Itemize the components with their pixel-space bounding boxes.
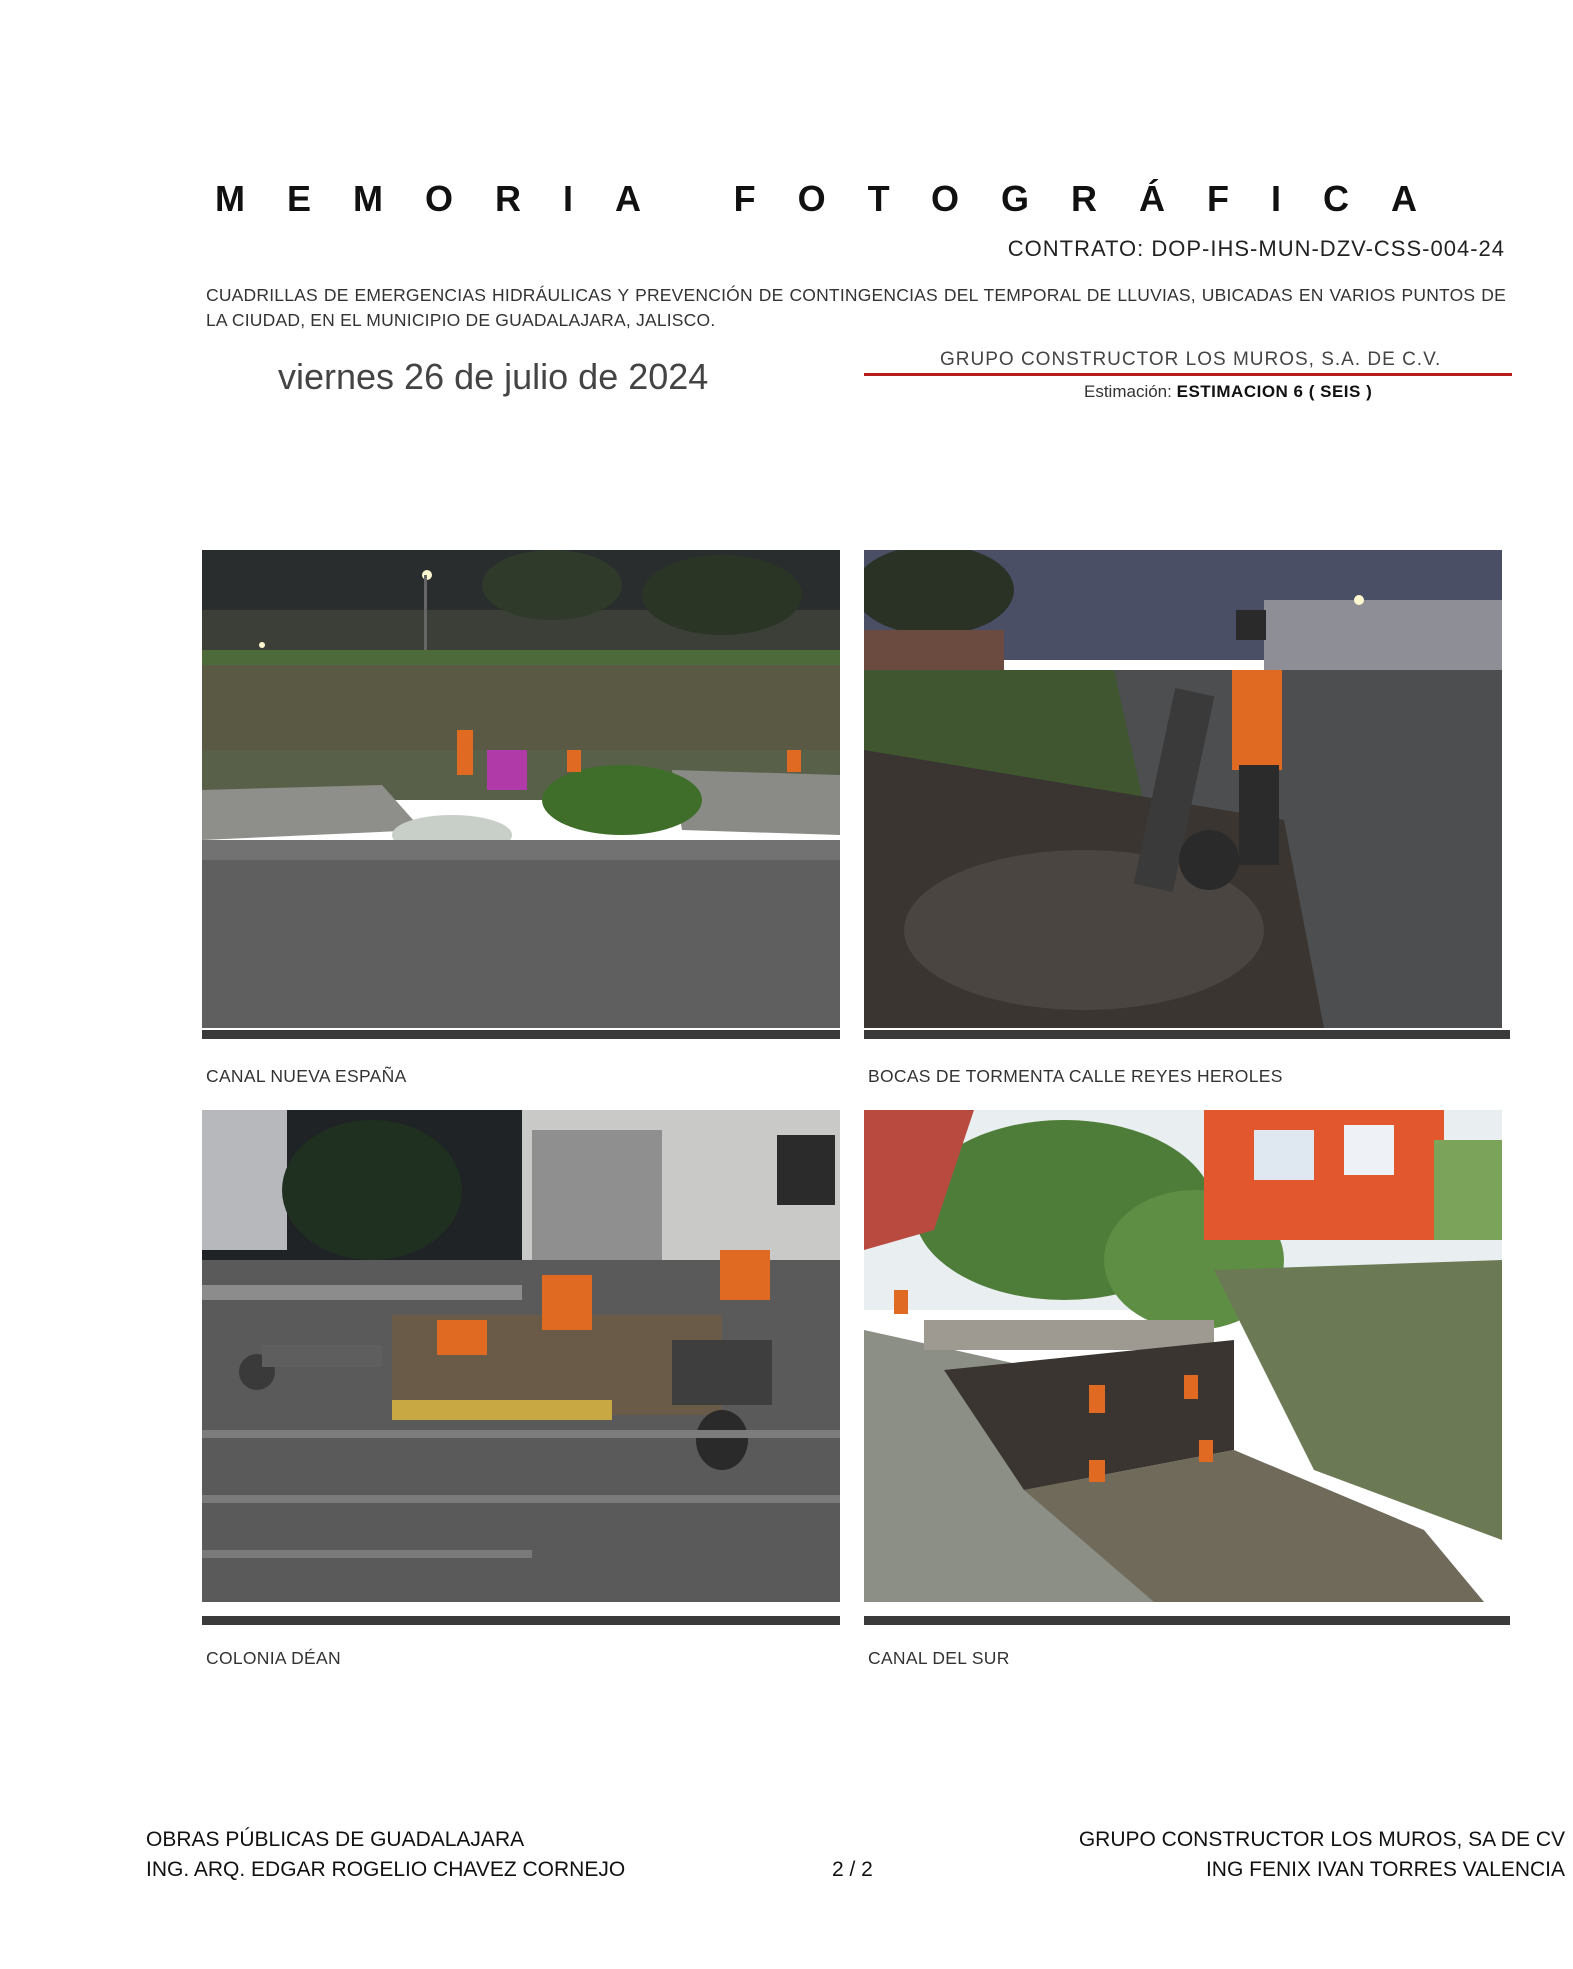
photo-caption: CANAL NUEVA ESPAÑA xyxy=(206,1066,407,1086)
footer-left xyxy=(146,1825,625,1885)
footer-right-line2: ING FENIX IVAN TORRES VALENCIA xyxy=(1205,1858,1565,1881)
footer-left-line2: ING. ARQ. EDGAR ROGELIO CHAVEZ CORNEJO xyxy=(146,1858,626,1881)
footer-left-line1: OBRAS PÚBLICAS DE GUADALAJARA xyxy=(146,1828,525,1851)
photo-caption: CANAL DEL SUR xyxy=(868,1648,1010,1668)
estimation-value: ESTIMACION 6 ( SEIS ) xyxy=(1176,382,1373,401)
contractor-company: GRUPO CONSTRUCTOR LOS MUROS, S.A. DE C.V. xyxy=(940,349,1442,370)
photo-colonia-dean xyxy=(202,1110,840,1602)
contract-number: CONTRATO: DOP-IHS-MUN-DZV-CSS-004-24 xyxy=(1007,236,1505,261)
photo-caption: COLONIA DÉAN xyxy=(206,1648,341,1668)
page-number: 2 / 2 xyxy=(832,1858,873,1881)
photo-bar xyxy=(202,1616,840,1625)
document-title: MEMORIA FOTOGRÁFICA xyxy=(215,178,1459,219)
photo-bar xyxy=(864,1616,1510,1625)
footer-right-line1: GRUPO CONSTRUCTOR LOS MUROS, SA DE CV xyxy=(1078,1828,1565,1851)
photo-caption: BOCAS DE TORMENTA CALLE REYES HEROLES xyxy=(868,1066,1283,1086)
photo-bar xyxy=(202,1030,840,1039)
company-underline xyxy=(864,373,1512,376)
photo-canal-del-sur xyxy=(864,1110,1502,1602)
photo-bocas-de-tormenta xyxy=(864,550,1502,1028)
estimation-line xyxy=(1084,382,1372,402)
estimation-label: Estimación: xyxy=(1084,382,1172,401)
photo-bar xyxy=(864,1030,1510,1039)
photo-canal-nueva-espana xyxy=(202,550,840,1028)
work-description: CUADRILLAS DE EMERGENCIAS HIDRÁULICAS Y PREVENCIÓN DE CONTINGENCIAS DEL TEMPORAL DE LLUVIAS, UBICADAS EN VARIOS PUNTOS DE LA CIUDAD, EN EL MUNICIPIO DE GUADALAJARA, JALISCO. xyxy=(206,285,1506,330)
report-date: viernes 26 de julio de 2024 xyxy=(278,356,709,397)
footer-right xyxy=(1079,1825,1565,1885)
